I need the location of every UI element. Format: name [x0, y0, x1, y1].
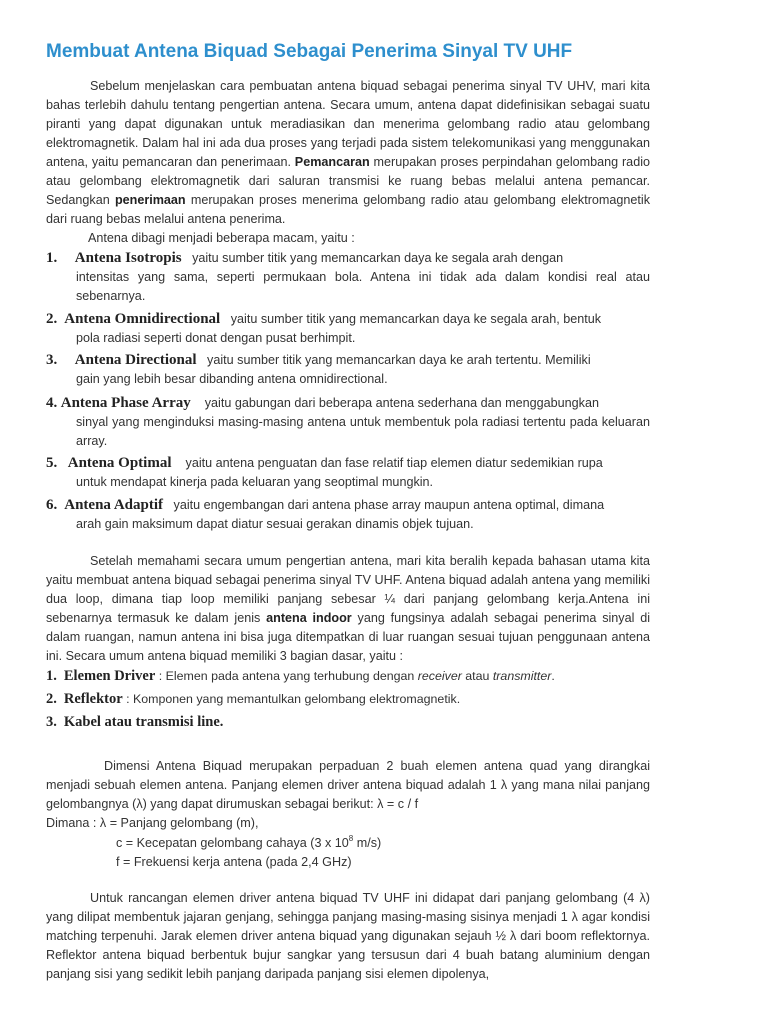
item-rest: gain yang lebih besar dibanding antena omnidirectional. [76, 372, 388, 386]
part-desc-mid: atau [461, 669, 493, 683]
item-rest: untuk mendapat kinerja pada keluaran yang seoptimal mungkin. [76, 475, 434, 489]
item-heading: Antena Directional [74, 352, 197, 368]
part-heading: Kabel atau transmisi line. [63, 714, 224, 730]
types-intro: Antena dibagi menjadi beberapa macam, yaitu : [88, 231, 355, 245]
part-number: 1. [46, 668, 57, 684]
part-heading: Reflektor [63, 691, 123, 707]
list-item [46, 713, 223, 732]
item-rest: arah gain maksimum dapat diatur sesuai gerakan dinamis objek tujuan. [76, 517, 474, 531]
formula-line-2 [116, 834, 381, 853]
list-item [46, 667, 555, 686]
list-item [46, 351, 650, 389]
biquad-text-1: Setelah memahami secara umum pengertian antena, mari kita beralih kepada bahasan utama kita yaitu membuat antena biquad sebagai penerima sinyal TV UHF. Antena biquad adalah antena yang memiliki dua loop, dimana tiap loop memiliki panjang sebesar ¼ dari panjang gelombang kerja.Antena ini sebenarnya termasuk ke dalam jenis [46, 554, 650, 625]
design-paragraph: Untuk rancangan elemen driver antena biquad TV UHF ini didapat dari panjang gelombang (4 λ) yang dilipat membentuk jajaran genjang, sehingga panjang masing-masing sisinya menjadi 1 λ agar kondisi matching terpenuhi. Jarak elemen driver antena biquad yang digunakan sejauh ½ λ dari boom reflektornya. Reflektor antena biquad berbentuk bujur sangkar yang tersusun dari 4 buah batang aluminium dengan panjang sisi yang sedikit lebih panjang daripada panjang sisi elemen dipolenya, [46, 891, 650, 981]
dimension-paragraph: Dimensi Antena Biquad merupakan perpaduan 2 buah elemen antena quad yang dirangkai menjadi sebuah elemen antena. Panjang elemen driver antena biquad adalah 1 λ yang mana nilai panjang gelombangnya (λ) yang dapat dirumuskan sebagai berikut: λ = c / f [46, 759, 650, 811]
part-desc: : Komponen yang memantulkan gelombang elektromagnetik. [122, 692, 461, 706]
biquad-text-2: yang fungsinya adalah sebagai penerima sinyal di dalam ruangan, namun antena ini bisa juga ditempatkan di luar ruangan sesuai tujuan penggunaan antena ini. Secara umum antena biquad memiliki 3 bagian dasar, yaitu : [46, 611, 651, 663]
list-item [46, 496, 650, 534]
part-number: 2. [46, 691, 57, 707]
item-first-line: yaitu sumber titik yang memancarkan daya ke arah tertentu. Memiliki [207, 353, 591, 367]
intro-bold-penerimaan: penerimaan [114, 193, 186, 207]
item-rest: intensitas yang sama, seperti permukaan bola. Antena ini tidak ada dalam kondisi real atau sebenarnya. [76, 270, 650, 303]
item-heading: Antena Optimal [67, 455, 172, 471]
biquad-paragraph [46, 552, 650, 666]
list-item [46, 310, 650, 348]
item-first-line: yaitu engembangan dari antena phase array maupun antena optimal, dimana [173, 498, 605, 512]
intro-bold-pemancaran: Pemancaran [294, 155, 370, 169]
item-first-line: yaitu gabungan dari beberapa antena sederhana dan menggabungkan [204, 396, 599, 410]
formula-line-2-unit: m/s) [353, 836, 382, 850]
item-heading: Antena Omnidirectional [64, 311, 221, 327]
formula-line-1: Dimana : λ = Panjang gelombang (m), [46, 816, 259, 830]
page-title: Membuat Antena Biquad Sebagai Penerima Sinyal TV UHF [46, 41, 573, 62]
formula-line-2-text: c = Kecepatan gelombang cahaya (3 x 10 [116, 836, 349, 850]
intro-text-1: Sebelum menjelaskan cara pembuatan antena biquad sebagai penerima sinyal TV UHV, mari kita bahas terlebih dahulu tentang pengertian antena. Secara umum, antena dapat didefinisikan sebagai suatu piranti yang dapat digunakan untuk meradiasikan dan menerima gelombang radio atau gelombang elektromagnetik. Dalam hal ini ada dua proses yang terjadi pada sistem telekomunikasi yang menggunakan antena, yaitu pemancaran dan penerimaan. [46, 79, 650, 169]
item-heading: Antena Adaptif [64, 497, 164, 513]
part-desc-em1: receiver [417, 669, 462, 683]
intro-text-3: merupakan proses menerima gelombang radio atau gelombang elektromagnetik dari ruang bebas melalui antena penerima. [46, 193, 651, 226]
list-item [46, 454, 650, 492]
intro-text-2: merupakan proses perpindahan gelombang radio atau gelombang elektromagnetik dari saluran transmisi ke ruang bebas melalui antena pemancar. Sedangkan [46, 155, 650, 207]
item-number: 5. [46, 455, 58, 471]
item-number: 1. [46, 250, 58, 266]
item-first-line: yaitu antena penguatan dan fase relatif tiap elemen diatur sedemikian rupa [185, 456, 603, 470]
intro-paragraph [46, 77, 650, 229]
item-first-line: yaitu sumber titik yang memancarkan daya ke segala arah, bentuk [230, 312, 602, 326]
item-first-line: yaitu sumber titik yang memancarkan daya ke segala arah dengan [192, 251, 564, 265]
list-item [46, 690, 460, 709]
item-heading: Antena Phase Array [60, 395, 191, 411]
formula-line-3: f = Frekuensi kerja antena (pada 2,4 GHz) [116, 855, 352, 869]
part-number: 3. [46, 714, 57, 730]
part-heading: Elemen Driver [63, 668, 156, 684]
list-item [46, 394, 650, 451]
part-desc-post: . [551, 669, 555, 683]
item-rest: sinyal yang menginduksi masing-masing antena untuk membentuk pola radiasi tertentu pada keluaran array. [76, 415, 650, 448]
part-desc: : Elemen pada antena yang terhubung dengan [155, 669, 418, 683]
biquad-bold-indoor: antena indoor [266, 611, 352, 625]
item-number: 2. [46, 311, 58, 327]
part-desc-em2: transmitter [492, 669, 552, 683]
item-number: 6. [46, 497, 58, 513]
item-rest: pola radiasi seperti donat dengan pusat berhimpit. [76, 331, 356, 345]
item-heading: Antena Isotropis [74, 250, 182, 266]
item-number: 4. [46, 395, 58, 411]
list-item [46, 249, 650, 306]
formula-exponent: 8 [348, 834, 354, 843]
item-number: 3. [46, 352, 58, 368]
